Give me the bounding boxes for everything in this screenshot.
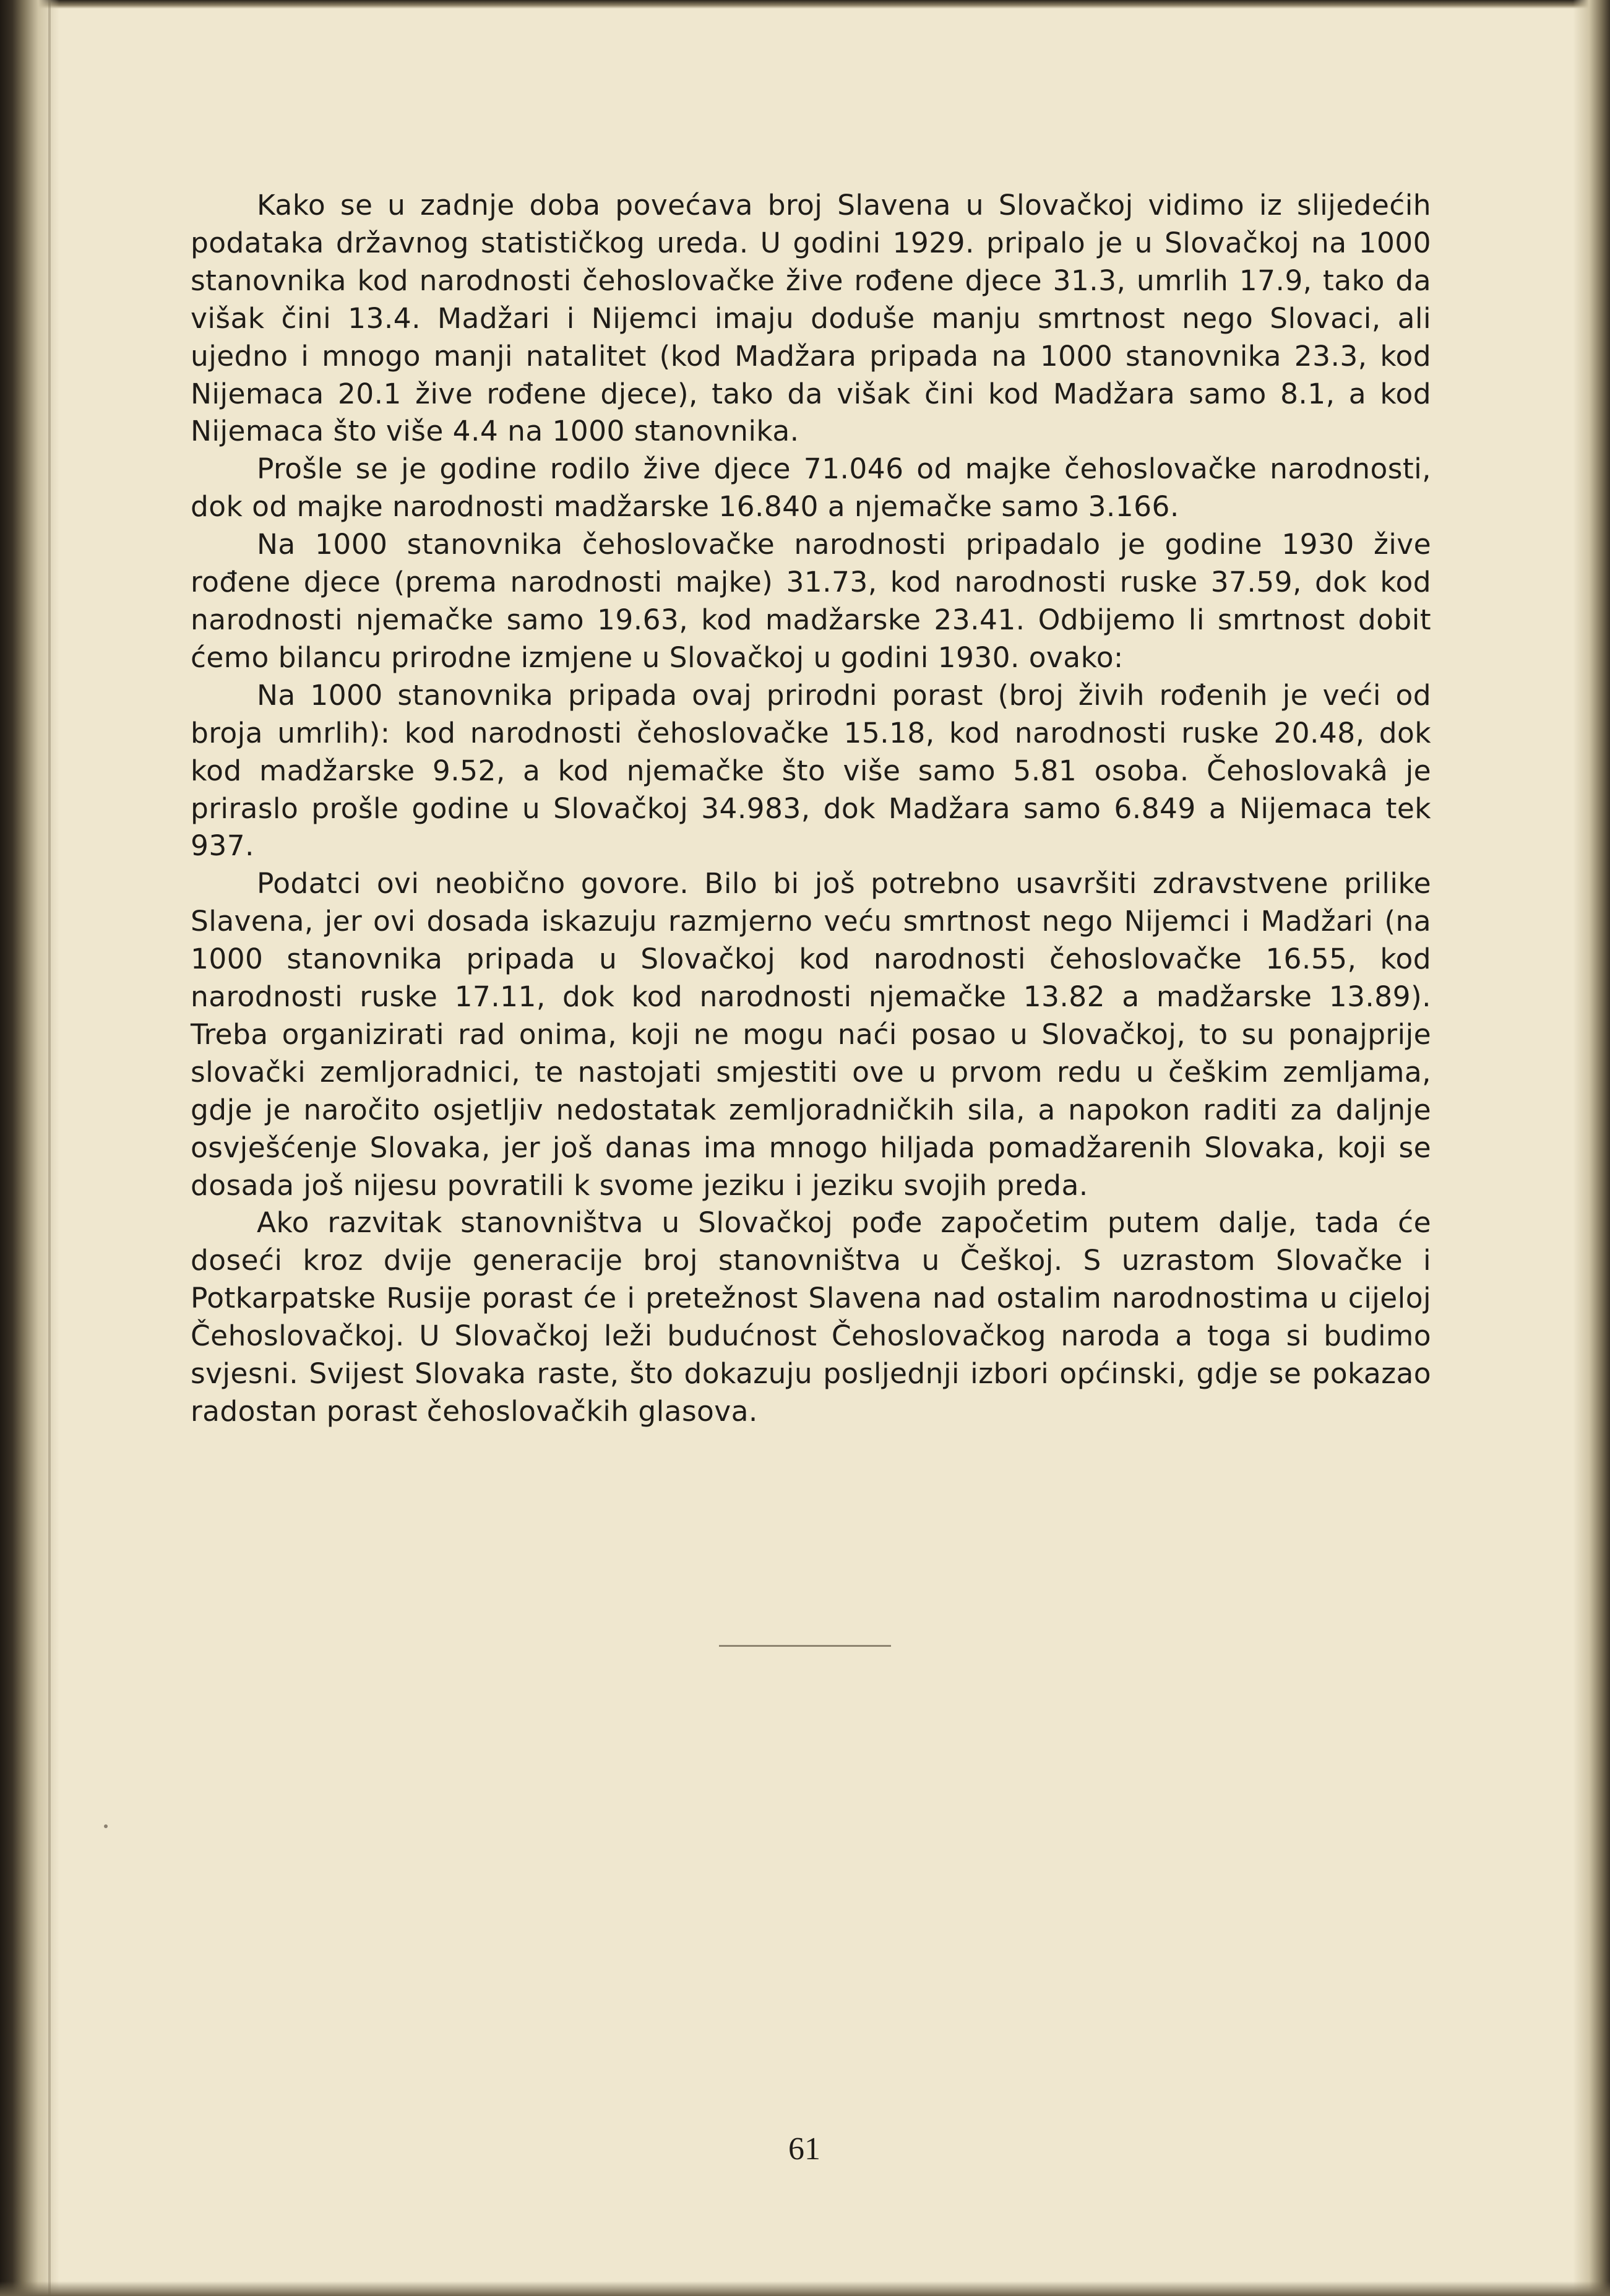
paragraph-3: Na 1000 stanovnika čehoslovačke narodnosti pripadalo je godine 1930 žive rođene djece (prema narodnosti majke) 31.73, kod narodnosti ruske 37.59, dok kod narodnosti njemačke samo 19.63, kod madžarske 23.41. Odbijemo li smrtnost dobit ćemo bilancu prirodne izmjene u Slovačkoj u godini 1930. ovako: [191, 528, 1431, 674]
paragraph-6: Ako razvitak stanovništva u Slovačkoj pođe započetim putem dalje, tada će doseći kroz dvije generacije broj stanovništva u Češkoj. S uzrastom Slovačke i Potkarpatske Rusije porast će i pretežnost Slavena nad ostalim narodnostima u cijeloj Čehoslovačkoj. U Slovačkoj leži budućnost Čehoslovačkog naroda a toga si budimo svjesni. Svijest Slovaka raste, što dokazuju posljednji izbori općinski, gdje se pokazao radostan porast čehoslovačkih glasova. [191, 1206, 1431, 1428]
paper-speck [104, 1824, 108, 1828]
paragraph-5: Podatci ovi neobično govore. Bilo bi još potrebno usavršiti zdravstvene prilike Slavena, jer ovi dosada iskazuju razmjerno veću smrtnost nego Nijemci i Madžari (na 1000 stanovnika pripada u Slovačkoj kod narodnosti čehoslovačke 16.55, kod narodnosti ruske 17.11, dok kod narodnosti njemačke 13.82 a madžarske 13.89). Treba organizirati rad onima, koji ne mogu naći posao u Slovačkoj, to su ponajprije slovački zemljoradnici, te nastojati smjestiti ove u prvom redu u češkim zemljama, gdje je naročito osjetljiv nedostatak zemljoradničkih sila, a napokon raditi za daljnje osvješćenje Slovaka, jer još danas ima mnogo hiljada pomadžarenih Slovaka, koji se dosada još nijesu povratili k svome jeziku i jeziku svojih predа. [191, 867, 1431, 1202]
body-text [191, 187, 1431, 1431]
section-divider-rule [719, 1645, 891, 1647]
page-number: 61 [788, 2131, 820, 2167]
paragraph-1: Kako se u zadnje doba povećava broj Slavena u Slovačkoj vidimo iz slijedećih podataka državnog statističkog ureda. U godini 1929. pripalo je u Slovačkoj na 1000 stanovnika kod narodnosti čehoslovačke žive rođene djece 31.3, umrlih 17.9, tako da višak čini 13.4. Madžari i Nijemci imaju doduše manju smrtnost nego Slovaci, ali ujedno i mnogo manji natalitet (kod Madžara pripada na 1000 stanovnika 23.3, kod Nijemaca 20.1 žive rođene djece), tako da višak čini kod Madžara samo 8.1, a kod Nijemaca što više 4.4 na 1000 stanovnika. [191, 189, 1431, 448]
binding-line [48, 0, 51, 2296]
page-top-edge [0, 0, 1610, 9]
paragraph-4: Na 1000 stanovnika pripada ovaj prirodni porast (broj živih rođenih je veći od broja umrlih): kod narodnosti čehoslovačke 15.18, kod narodnosti ruske 20.48, dok kod madžarske 9.52, a kod njemačke što više samo 5.81 osoba. Čehoslovakâ je priraslo prošle godine u Slovačkoj 34.983, dok Madžara samo 6.849 a Nijemaca tek 937. [191, 678, 1431, 863]
paragraph-2: Prošle se je godine rodilo žive djece 71.046 od majke čehoslovačke narodnosti, dok od majke narodnosti madžarske 16.840 a njemačke samo 3.166. [191, 452, 1431, 524]
page-bottom-edge [0, 2281, 1610, 2296]
page-right-edge [1573, 0, 1610, 2296]
